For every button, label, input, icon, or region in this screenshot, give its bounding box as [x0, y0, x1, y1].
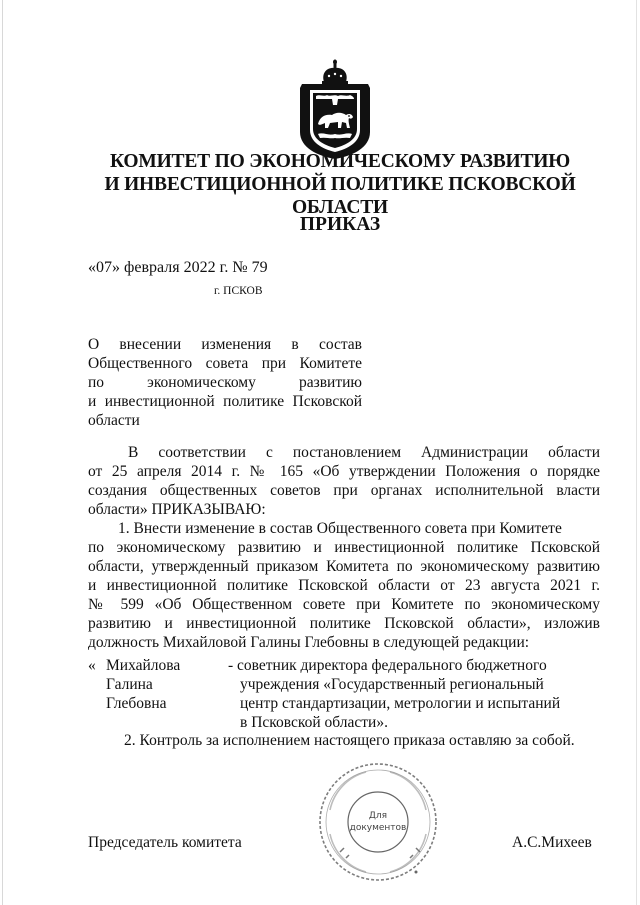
subject-line: по экономическому развитию [88, 374, 362, 391]
point1-line: области, утвержденный приказом Комитета по экономическому развитию [88, 558, 600, 575]
preamble-line: создания общественных советов при органах исполнительной власти [88, 482, 600, 499]
order-body [88, 443, 600, 652]
member-name-line: Галина [106, 676, 153, 693]
scan-edge-right [636, 0, 637, 905]
preamble-line: В соответствии с постановлением Администрации области [128, 444, 600, 461]
stamp-text-line-2: документов [349, 823, 407, 833]
stamp-text-line-1: Для [368, 811, 388, 821]
signatory-position: Председатель комитета [88, 834, 242, 851]
member-role-line: в Псковской области». [240, 714, 388, 731]
signatory-name: А.С.Михеев [512, 834, 592, 851]
member-role [228, 656, 608, 732]
subject-line: и инвестиционной политике Псковской [88, 393, 362, 410]
point1-line: и инвестиционной политике Псковской области от 23 августа 2021 г. [88, 577, 600, 594]
organization-title-line-2: И ИНВЕСТИЦИОННОЙ ПОЛИТИКЕ ПСКОВСКОЙ ОБЛАСТИ [104, 174, 576, 218]
point-2: 2. Контроль за исполнением настоящего приказа оставляю за собой. [124, 732, 575, 749]
organization-title [60, 150, 620, 219]
organization-title-line-1: КОМИТЕТ ПО ЭКОНОМИЧЕСКОМУ РАЗВИТИЮ [109, 151, 571, 172]
subject-line: области [88, 412, 140, 429]
point1-line: развитию и инвестиционной политике Псковской области», изложив [88, 615, 600, 632]
member-role-line: центр стандартизации, метрологии и испытаний [240, 695, 561, 712]
document-type-title: ПРИКАЗ [299, 214, 381, 235]
scan-edge-left [2, 0, 3, 905]
member-role-line: - советник директора федерального бюджетного [228, 657, 547, 674]
point1-line: 1. Внести изменение в состав Общественного совета при Комитете [118, 520, 562, 537]
coat-of-arms-icon [294, 58, 376, 160]
order-subject [88, 335, 362, 430]
subject-line: О внесении изменения в состав [88, 336, 362, 353]
subject-line: Общественного совета при Комитете [88, 355, 362, 372]
member-role-line: учреждения «Государственный региональный [240, 676, 544, 693]
point1-line: должность Михайловой Галины Глебовны в следующей редакции: [88, 634, 530, 651]
preamble-line: области» ПРИКАЗЫВАЮ: [88, 501, 266, 518]
point1-line: № 599 «Об Общественном совете при Комитете по экономическому [88, 596, 600, 613]
preamble-line: от 25 апреля 2014 г. № 165 «Об утверждении Положения о порядке [88, 463, 600, 480]
opening-quote: « [88, 657, 96, 674]
point1-line: по экономическому развитию и инвестиционной политике Псковской [88, 539, 600, 556]
member-name [106, 656, 226, 713]
order-city: г. ПСКОВ [214, 285, 263, 297]
order-date-number: «07» февраля 2022 г. № 79 [88, 259, 268, 276]
stamp-seal-icon [316, 760, 440, 884]
member-name-line: Михайлова [106, 657, 181, 674]
member-name-line: Глебовна [106, 695, 167, 712]
